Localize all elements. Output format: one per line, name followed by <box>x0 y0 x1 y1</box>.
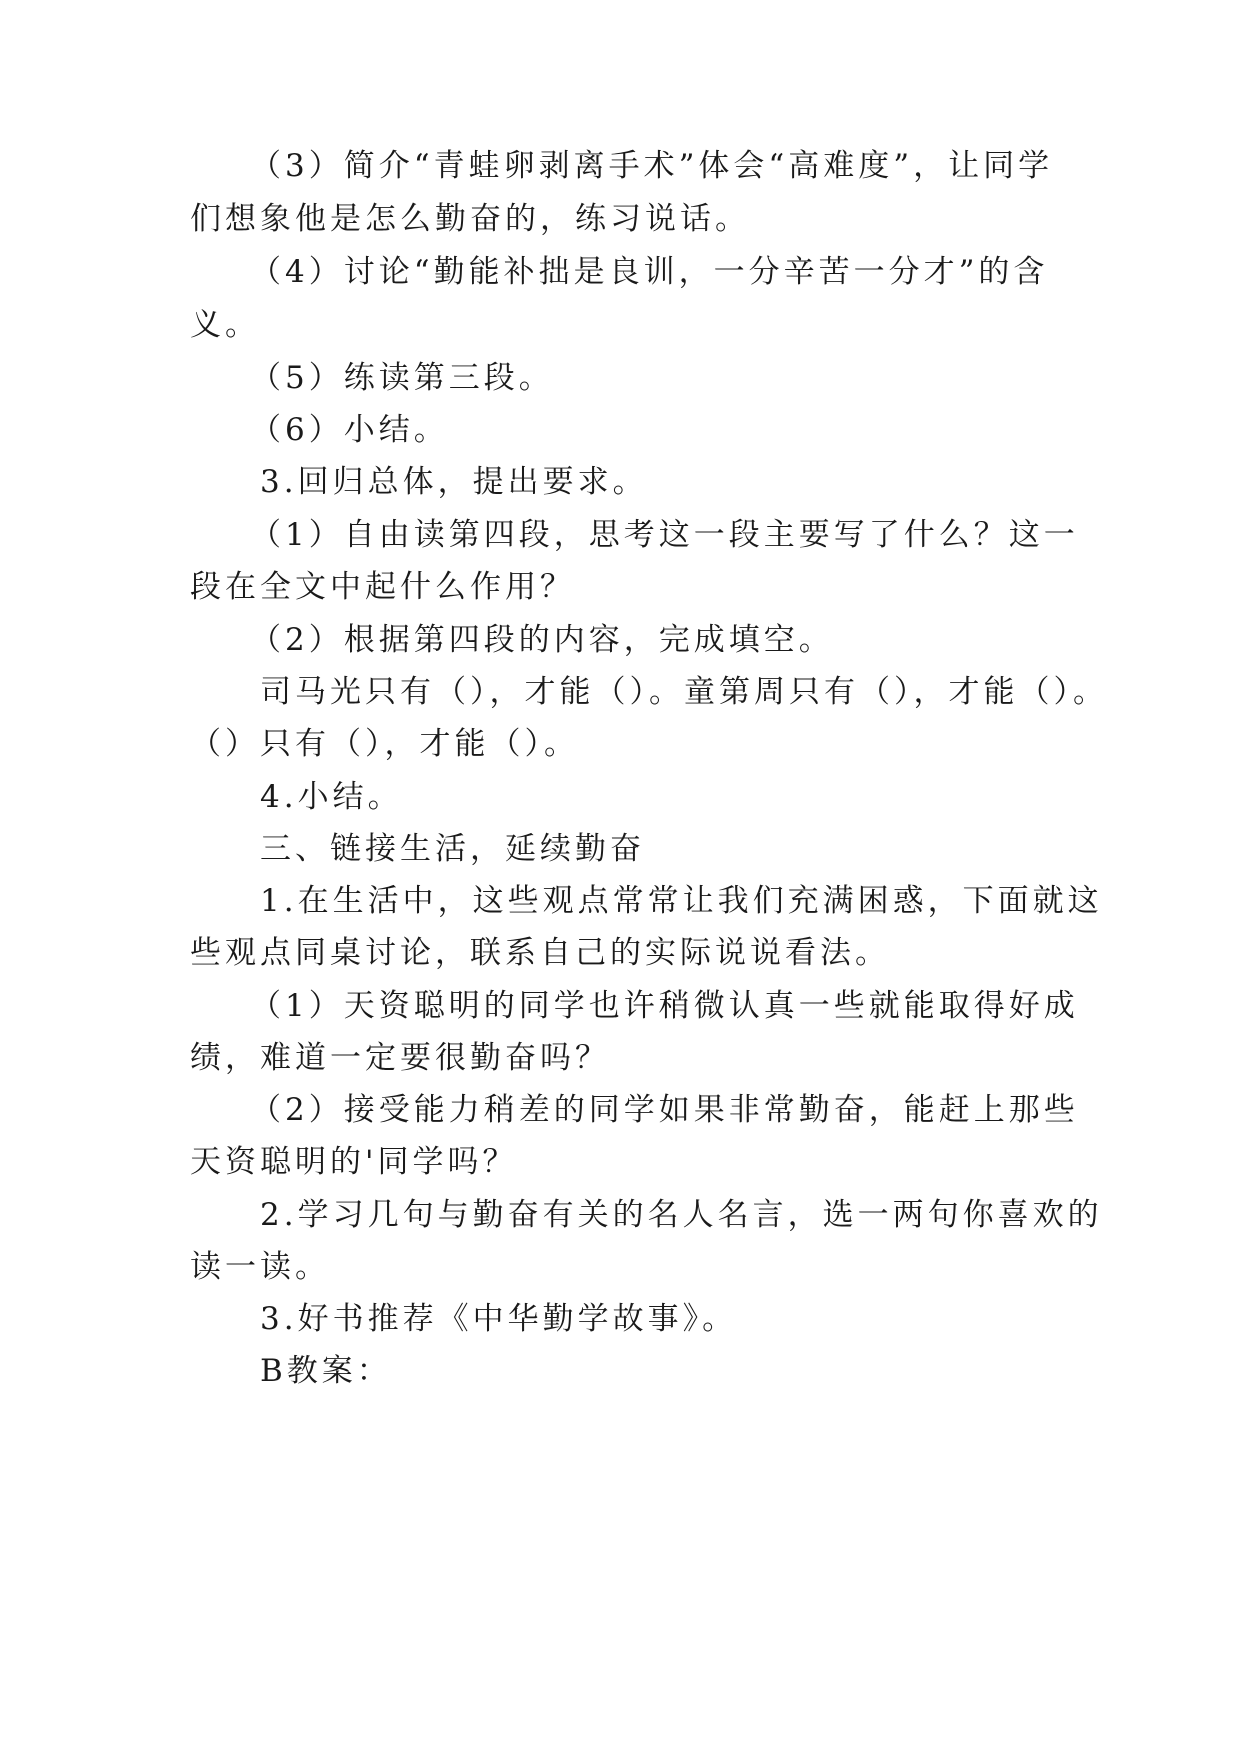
paragraph-line: 们想象他是怎么勤奋的，练习说话。 <box>190 201 750 237</box>
paragraph-line: 3.好书推荐《中华勤学故事》。 <box>260 1301 738 1337</box>
paragraph-line: 些观点同桌讨论，联系自己的实际说说看法。 <box>190 935 890 971</box>
paragraph-line: （4）讨论“勤能补拙是良训，一分辛苦一分才”的含 <box>250 254 1049 290</box>
paragraph-line: （1）天资聪明的同学也许稍微认真一些就能取得好成 <box>250 988 1079 1024</box>
paragraph-line: 1.在生活中，这些观点常常让我们充满困惑，下面就这 <box>260 883 1103 919</box>
paragraph-line: （3）简介“青蛙卵剥离手术”体会“高难度”，让同学 <box>250 148 1054 184</box>
paragraph-line: 2.学习几句与勤奋有关的名人名言，选一两句你喜欢的 <box>260 1197 1103 1233</box>
paragraph-line: 天资聪明的'同学吗？ <box>190 1144 518 1180</box>
section-heading: 三、链接生活，延续勤奋 <box>260 831 645 867</box>
paragraph-line: 读一读。 <box>190 1249 330 1285</box>
paragraph-line: （1）自由读第四段，思考这一段主要写了什么？这一 <box>250 517 1079 553</box>
paragraph-line: （6）小结。 <box>250 412 449 448</box>
paragraph-line: （）只有（），才能（）。 <box>190 726 579 762</box>
paragraph-line: 义。 <box>190 307 260 343</box>
paragraph-line: 司马光只有（），才能（）。童第周只有（），才能（）。 <box>260 674 1108 710</box>
paragraph-line: 段在全文中起什么作用？ <box>190 569 575 605</box>
paragraph-line: （2）接受能力稍差的同学如果非常勤奋，能赶上那些 <box>250 1092 1079 1128</box>
paragraph-line: （5）练读第三段。 <box>250 360 554 396</box>
paragraph-line: 4.小结。 <box>260 779 403 815</box>
paragraph-line: （2）根据第四段的内容，完成填空。 <box>250 622 834 658</box>
paragraph-line: B教案： <box>260 1353 392 1389</box>
paragraph-line: 3.回归总体，提出要求。 <box>260 464 648 500</box>
paragraph-line: 绩，难道一定要很勤奋吗？ <box>190 1040 610 1076</box>
